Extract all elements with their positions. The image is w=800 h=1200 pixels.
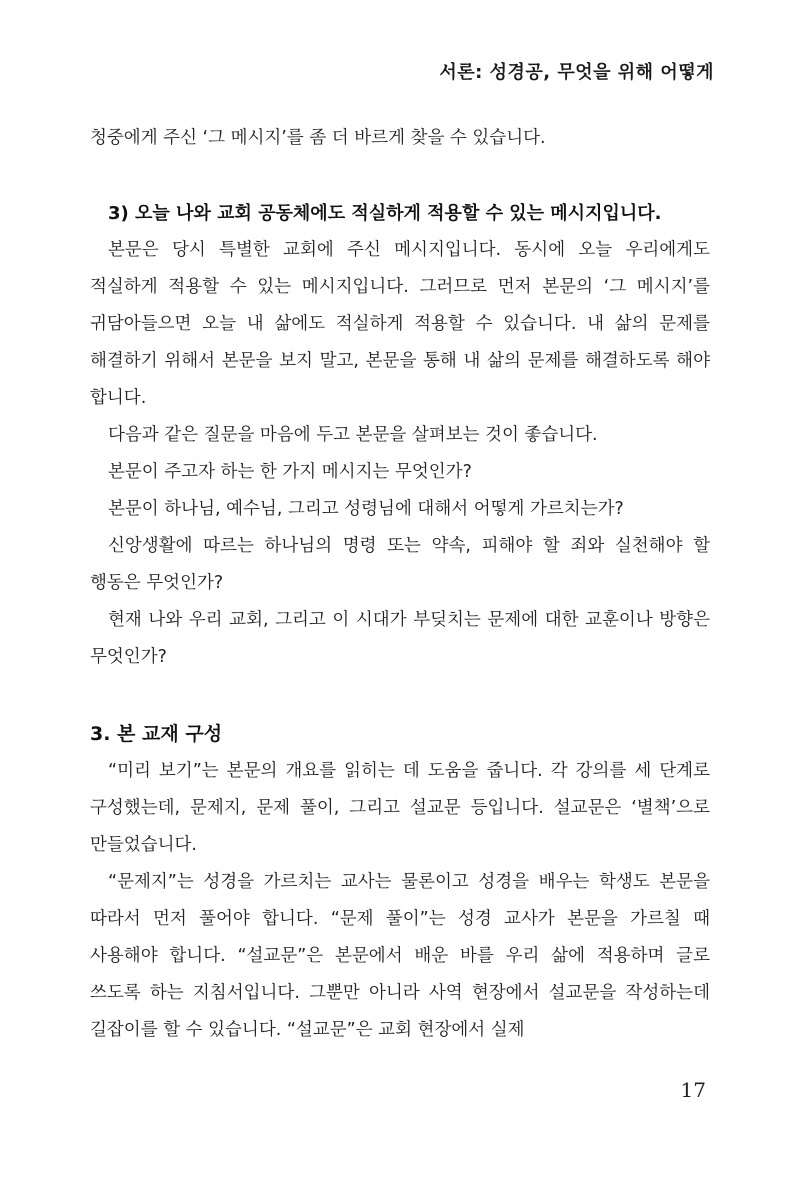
paragraph-preview: “미리 보기”는 본문의 개요를 읽히는 데 도움을 줍니다. 각 강의를 세 단계로 구성했는데, 문제지, 문제 풀이, 그리고 설교문 등입니다. 설교문은 ‘별책’으로 만들었습니다. (90, 761, 710, 855)
paragraph-questions-intro: 다음과 같은 질문을 마음에 두고 본문을 살펴보는 것이 좋습니다. (108, 425, 598, 445)
question-item-2: 본문이 하나님, 예수님, 그리고 성령님에 대해서 어떻게 가르치는가? (108, 499, 624, 519)
question-item-3: 신앙생활에 따르는 하나님의 명령 또는 약속, 피해야 할 죄와 실천해야 할 행동은 무엇인가? (90, 536, 710, 593)
running-header: 서론: 성경공, 무엇을 위해 어떻게 (439, 62, 714, 83)
paragraph-continuation: 청중에게 주신 ‘그 메시지’를 좀 더 바르게 찾을 수 있습니다. (90, 128, 546, 148)
paragraph-worksheet: “문제지”는 성경을 가르치는 교사는 물론이고 성경을 배우는 학생도 본문을 따라서 먼저 풀어야 합니다. “문제 풀이”는 성경 교사가 본문을 가르칠 때 사용해야 합니다. “설교문”은 본문에서 배운 바를 우리 삶에 적용하며 글로 쓰도록 하는 지침서입니다. 그뿐만 아니라 사역 현장에서 설교문을 작성하는데 길잡이를 할 수 있습니다. “설교문”은 교회 현장에서 실제 (90, 872, 710, 1040)
subheading-point-3: 3) 오늘 나와 교회 공동체에도 적실하게 적용할 수 있는 메시지입니다. (108, 203, 662, 224)
question-item-1: 본문이 주고자 하는 한 가지 메시지는 무엇인가? (108, 462, 472, 482)
spacer (90, 157, 710, 195)
section-heading-3: 3. 본 교재 구성 (90, 723, 223, 745)
page-number: 17 (680, 1078, 706, 1102)
paragraph-application: 본문은 당시 특별한 교회에 주신 메시지입니다. 동시에 오늘 우리에게도 적실하게 적용할 수 있는 메시지입니다. 그러므로 먼저 본문의 ‘그 메시지’를 귀담아들으면 오늘 내 삶에도 적실하게 적용할 수 있습니다. 내 삶의 문제를 해결하기 위해서 본문을 보지 말고, 본문을 통해 내 삶의 문제를 해결하도록 해야 합니다. (90, 240, 710, 408)
question-item-4: 현재 나와 우리 교회, 그리고 이 시대가 부딪치는 문제에 대한 교훈이나 방향은 무엇인가? (90, 610, 710, 667)
page-body (90, 120, 710, 1049)
spacer (90, 676, 710, 716)
